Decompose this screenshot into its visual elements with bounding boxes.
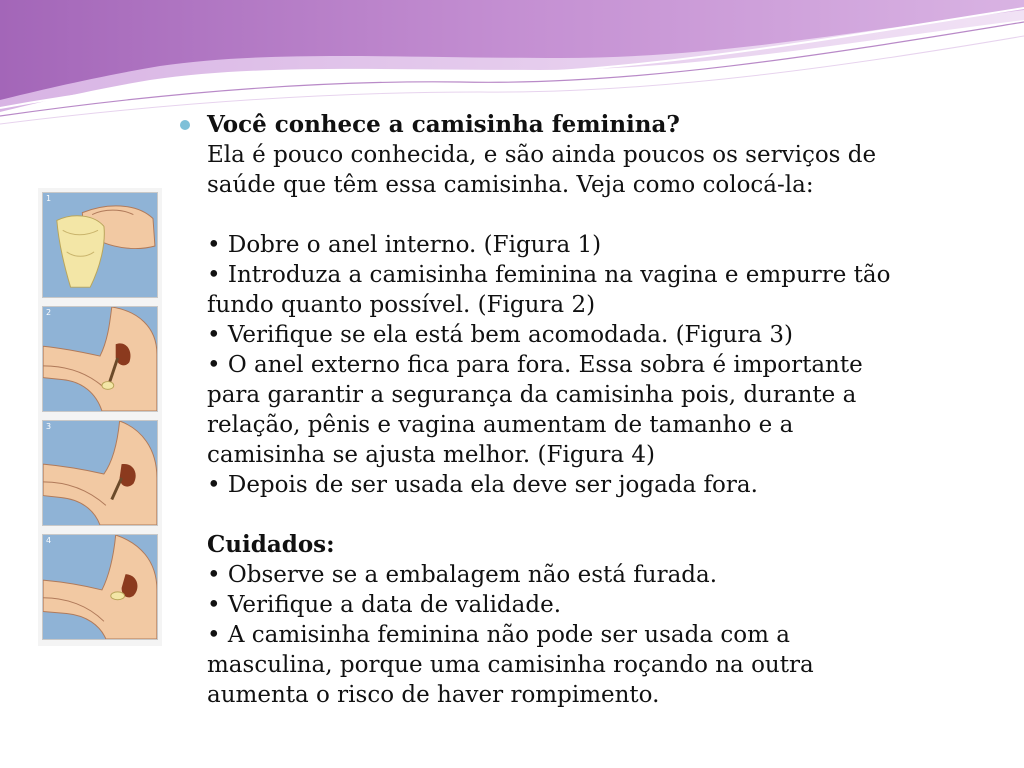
figure-number: 2: [46, 308, 52, 317]
care-line: masculina, porque uma camisinha roçando na outra: [207, 652, 814, 678]
slide-content: [180, 110, 1000, 710]
step-line: relação, pênis e vagina aumentam de tamanho e a: [207, 412, 794, 438]
care-line: aumenta o risco de haver rompimento.: [207, 682, 660, 708]
bullet-dot-icon: [180, 120, 190, 130]
intro-line: Ela é pouco conhecida, e são ainda poucos os serviços de: [207, 142, 877, 168]
accommodation-illustration: [43, 421, 157, 525]
figure-3-accommodation: [42, 420, 158, 526]
intro-line: saúde que têm essa camisinha. Veja como colocá-la:: [207, 172, 814, 198]
step-line: para garantir a segurança da camisinha pois, durante a: [207, 382, 857, 408]
heading: Você conhece a camisinha feminina?: [207, 111, 680, 138]
step-line: camisinha se ajusta melhor. (Figura 4): [207, 442, 655, 468]
figure-number: 4: [46, 536, 52, 545]
figure-number: 1: [46, 194, 52, 203]
outer-ring-illustration: [43, 535, 157, 639]
step-line: fundo quanto possível. (Figura 2): [207, 292, 596, 318]
hand-folding-condom-illustration: [43, 193, 157, 297]
step-line: • O anel externo fica para fora. Essa sobra é importante: [207, 352, 863, 378]
care-line: • A camisinha feminina não pode ser usada com a: [207, 622, 790, 648]
figure-2-insertion: [42, 306, 158, 412]
figure-4-outer-ring: [42, 534, 158, 640]
figure-number: 3: [46, 422, 52, 431]
care-line: • Observe se a embalagem não está furada.: [207, 562, 718, 588]
figure-strip: [38, 188, 162, 646]
step-line: • Dobre o anel interno. (Figura 1): [207, 232, 602, 258]
step-line: • Introduza a camisinha feminina na vagina e empurre tão: [207, 262, 891, 288]
insertion-illustration: [43, 307, 157, 411]
step-line: • Verifique se ela está bem acomodada. (Figura 3): [207, 322, 794, 348]
care-line: • Verifique a data de validade.: [207, 592, 562, 618]
text-block: [207, 110, 1000, 710]
blank-line: [207, 200, 1000, 230]
step-line: • Depois de ser usada ela deve ser jogada fora.: [207, 472, 758, 498]
figure-1-folding-ring: [42, 192, 158, 298]
blank-line: [207, 500, 1000, 530]
care-heading: Cuidados:: [207, 531, 335, 558]
